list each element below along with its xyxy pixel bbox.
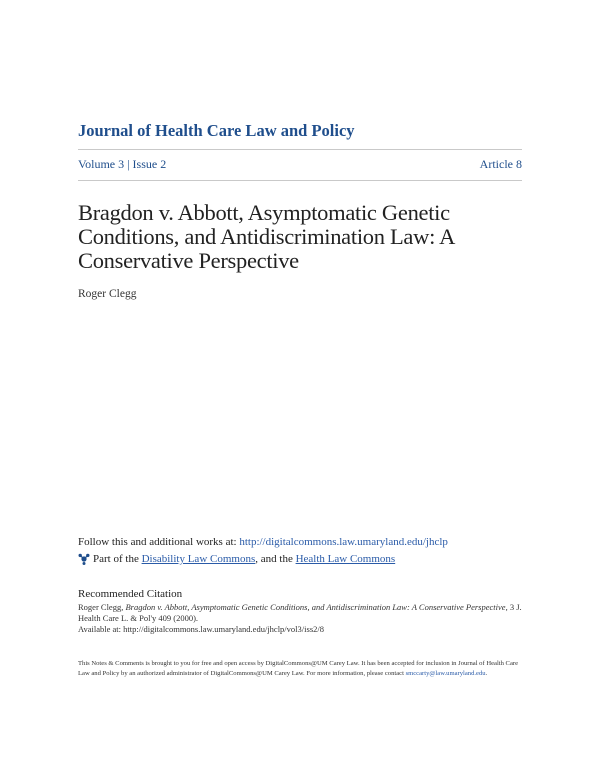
network-icon bbox=[78, 553, 90, 565]
notice-text: This Notes & Comments is brought to you for free and open access by DigitalCommons@UM Carey Law. It has been accepted for inclusion in Journal of Health Care Law and Policy by an authorized administrator of DigitalCommons@UM Carey Law. For more information, please contact bbox=[78, 660, 518, 677]
divider bbox=[78, 180, 522, 181]
citation-body bbox=[78, 602, 523, 635]
access-notice bbox=[78, 659, 528, 679]
citation-author: Roger Clegg, bbox=[78, 602, 126, 612]
follow-line bbox=[78, 536, 448, 548]
divider bbox=[78, 149, 522, 150]
health-law-link[interactable]: Health Law Commons bbox=[295, 553, 396, 565]
author: Roger Clegg bbox=[78, 288, 137, 300]
journal-title[interactable]: Journal of Health Care Law and Policy bbox=[78, 121, 355, 140]
follow-link[interactable]: http://digitalcommons.law.umaryland.edu/jhclp bbox=[239, 536, 448, 548]
contact-email-link[interactable]: smccarty@law.umaryland.edu bbox=[405, 670, 486, 677]
citation-heading: Recommended Citation bbox=[78, 588, 183, 600]
article-number[interactable]: Article 8 bbox=[479, 157, 522, 171]
part-of-line bbox=[78, 553, 395, 565]
part-of-prefix: Part of the bbox=[93, 553, 142, 565]
paper-title: Bragdon v. Abbott, Asymptomatic Genetic Conditions, and Antidiscrimination Law: A Conservative Perspective bbox=[78, 200, 454, 273]
citation-available[interactable]: Available at: http://digitalcommons.law.umaryland.edu/jhclp/vol3/iss2/8 bbox=[78, 624, 324, 634]
issue-link[interactable]: Issue 2 bbox=[132, 157, 167, 171]
follow-prefix: Follow this and additional works at: bbox=[78, 536, 240, 548]
citation-rest: , 3 J. Health Care L. & Pol'y 409 (2000). bbox=[78, 602, 522, 623]
citation-title: Bragdon v. Abbott, Asymptomatic Genetic Conditions, and Antidiscrimination Law: A Conservative Perspective bbox=[125, 602, 506, 612]
volume-issue bbox=[78, 157, 166, 172]
part-of-middle: , and the bbox=[255, 553, 296, 565]
volume-separator: | bbox=[127, 157, 130, 171]
disability-law-link[interactable]: Disability Law Commons bbox=[141, 553, 256, 565]
volume-link[interactable]: Volume 3 bbox=[78, 157, 125, 171]
notice-end: . bbox=[485, 670, 488, 677]
